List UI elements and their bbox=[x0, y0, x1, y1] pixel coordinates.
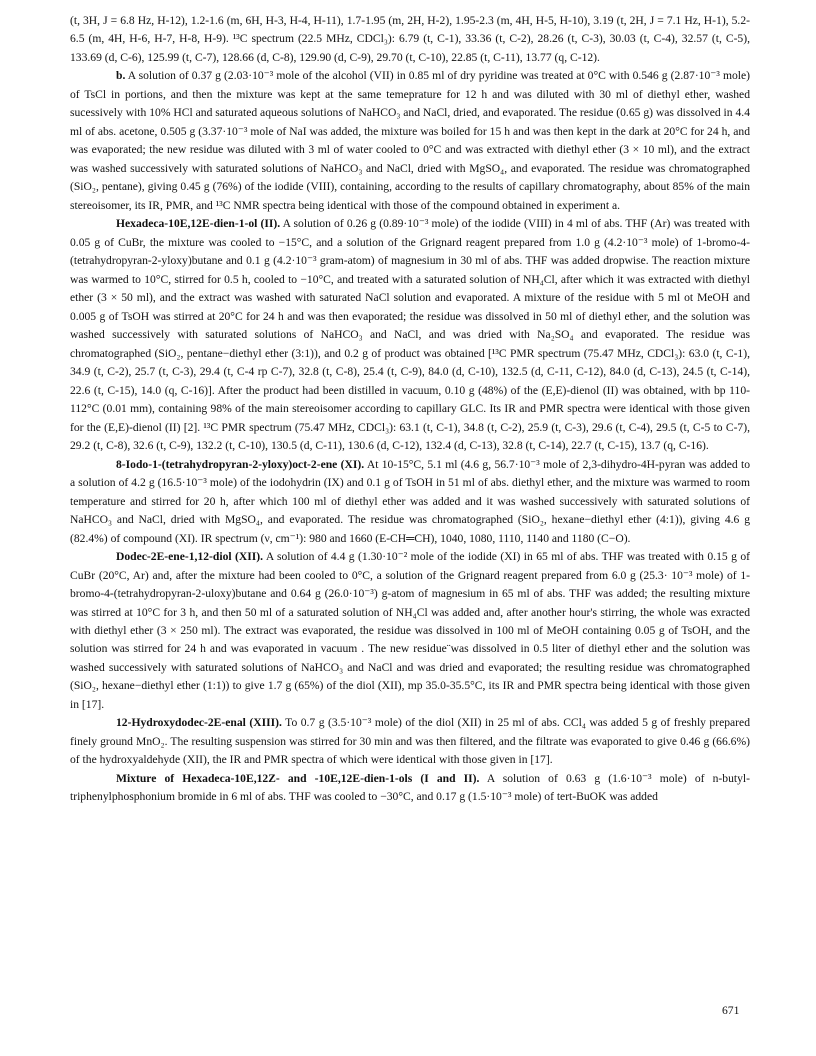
paragraph-body: A solution of 0.37 g (2.03·10⁻³ mole of the alcohol (VII) in 0.85 ml of dry pyridine was treated at 0°C with 0.546 g (2.87·10⁻³ mole) of TsCl in portions, and then the mixture was kept at the same temeprature for 12 h and was diluted with 30 ml of diethyl ether, washed sucessively with 10% HCl and saturated aqueous solutions of NaHCO₃ and NaCl, dried, and evaporated. The residue (0.65 g) was dissolved in 4.4 ml of abs. acetone, 0.505 g (3.37·10⁻³ mole of NaI was added, the mixture was boiled for 15 h and was then kept in the dark at 20°C for 24 h, and was evaporated; the new residue was diluted with 3 ml of water cooled to 0°C and was extracted with diethyl ether (3 × 10 ml), and the extract was washed successively with saturated solutions of NaHCO₃ and NaCl, dried with MgSO₄, and evaporated. The residue was chromatographed (SiO₂, pentane), giving 0.45 g (76%) of the iodide (VIII), containing, according to the results of capillary chromatography, about 85% of the main stereoisomer, its IR, PMR, and ¹³C NMR spectra being identical with those of the compound obtained in experiment a. bbox=[70, 69, 750, 212]
paragraph-experiment-b bbox=[70, 67, 750, 215]
paragraph-iodo-octene bbox=[70, 456, 750, 548]
paragraph-body: A solution of 0.63 g (1.6·10⁻³ mole) of n-butyl-triphenylphosphonium bromide in 6 ml of abs. THF was cooled to −30°C, and 0.17 g (1.5·10⁻³ mole) of tert-BuOK was added bbox=[70, 771, 750, 804]
paragraph-body: At 10-15°C, 5.1 ml (4.6 g, 56.7·10⁻³ mole of 2,3-dihydro-4H-pyran was added to a solution of 4.2 g (16.5·10⁻³ mole) of the iodohydrin (IX) and 0.1 g of TsOH in 51 ml of abs. diethyl ether, and the mixture was warmed to room temperature and stirred for 20 h, after which 100 ml of diethyl ether was added and it was washed successively with saturated solutions of NaHCO₃ and NaCl, dried with MgSO₄, and evaporated. The residue was chromatographed (SiO₂, hexane−diethyl ether (4:1)), giving 4.6 g (82.4%) of compound (XI). IR spectrum (ν, cm⁻¹): 980 and 1660 (E-CH═CH), 1040, 1080, 1110, 1140 and 1180 (C−O). bbox=[70, 457, 750, 545]
paragraph-heading: Dodec-2E-ene-1,12-diol (XII). bbox=[116, 550, 264, 564]
page-body bbox=[70, 12, 750, 807]
paragraph-heading: b. bbox=[116, 69, 126, 83]
paragraph-spectrum-continuation bbox=[70, 12, 750, 67]
paragraph-heading: 12-Hydroxydodec-2E-enal (XIII). bbox=[116, 716, 282, 730]
paragraph-body: To 0.7 g (3.5·10⁻³ mole) of the diol (XII) in 25 ml of abs. CCl₄ was added 5 g of freshly prepared finely ground MnO₂. The resulting suspension was stirred for 30 min and was then filtered, and the filtrate was evaporated to give 0.46 g (66.6%) of the hydroxyaldehyde (XII), the IR and PMR spectra of which were identical with those given in [17]. bbox=[70, 716, 750, 767]
paragraph-body: (t, 3H, J = 6.8 Hz, H-12), 1.2-1.6 (m, 6H, H-3, H-4, H-11), 1.7-1.95 (m, 2H, H-2), 1.95-2.3 (m, 4H, H-5, H-10), 3.19 (t, 2H, J = 7.1 Hz, H-1), 5.2-6.5 (m, 4H, H-6, H-7, H-8, H-9). ¹³C spectrum (22.5 MHz, CDCl₃): 6.79 (t, C-1), 33.36 (t, C-2), 28.26 (t, C-3), 30.03 (t, C-4), 32.57 (t, C-5), 133.69 (d, C-6), 125.99 (t, C-7), 128.66 (d, C-8), 129.90 (d, C-9), 29.70 (t, C-10), 22.85 (t, C-11), 13.77 (q, C-12). bbox=[70, 14, 750, 64]
paragraph-hexadecadienol bbox=[70, 215, 750, 455]
paragraph-body: A solution of 4.4 g (1.30·10⁻² mole of the iodide (XI) in 65 ml of abs. THF was treated with 0.15 g of CuBr (20°C, Ar) and, after the mixture had been cooled to 0°C, a solution of the Grignard reagent prepared from 6.0 g (25.3· 10⁻³ mole) of 1-bromo-4-(tetrahydropyran-2-uloxy)butane and 0.64 g (26.0·10⁻³) g-atom of magnesium in 65 ml of abs. THF was added; the resulting mixture was stirred at 10°C for 3 h, and then 50 ml of a saturated solution of NH₄Cl was added and, after another hour's stirring, the whole was exracted with diethyl ether (3 × 250 ml). The extract was evaporated, the residue was dissolved in 100 ml of MeOH containing 0.05 g of TsOH, and the solution was stirred for 24 h and was evaporated in vacuum . The new residue¨was dissolved in 0.5 liter of diethyl ether and the solution was washed successively with saturated solutions of NaHCO₃ and NaCl and was dried and evaporated; the resulting residue was chromatographed (SiO₂, hexane−diethyl ether (1:1)) to give 1.7 g (65%) of the diol (XII), mp 35.0-35.5°C, its IR and PMR spectra being identical with those given in [17]. bbox=[70, 550, 750, 711]
paragraph-hydroxydodecenal bbox=[70, 714, 750, 769]
paragraph-dienol-mixture bbox=[70, 770, 750, 807]
paragraph-heading: Hexadeca-10E,12E-dien-1-ol (II). bbox=[116, 217, 281, 231]
paragraph-heading: Mixture of Hexadeca-10E,12Z- and -10E,12E-dien-1-ols (I and II). bbox=[116, 771, 480, 785]
page-number: 671 bbox=[722, 1004, 740, 1017]
paragraph-heading: 8-Iodo-1-(tetrahydropyran-2-yloxy)oct-2-ene (XI). bbox=[116, 457, 365, 471]
paragraph-dodecenediol bbox=[70, 548, 750, 714]
paragraph-body: A solution of 0.26 g (0.89·10⁻³ mole) of the iodide (VIII) in 4 ml of abs. THF (Ar) was treated with 0.05 g of CuBr, the mixture was cooled to −15°C, and a solution of the Grignard reagent prepared from 1.0 g (4.2·10⁻³ mole) of 1-bromo-4-(tetrahydropyran-2-yloxy)butane and 0.1 g (4.2·10⁻³ gram-atom) of magnesium in 30 ml of abs. THF was added dropwise. The reaction mixture was warmed to 10°C, stirred for 0.5 h, cooled to −10°C, and treated with a saturated solution of NH₄Cl, after which it was extracted with diethyl ether (3 × 50 ml), and the extract was washed with saturated NaCl solution and evaporated. A mixture of the residue with 5 ml ot MeOH and 0.005 g of TsOH was stirred at 20°C for 24 h and was then evaporated; the residue was dissolved in 50 ml of diethyl ether, and the solution was washed successively with saturated solutions of NaHCO₃ and NaCl, and was dried with Na₂SO₄ and evaporated. The residue was chromatographed (SiO₂, pentane−diethyl ether (3:1)), and 0.2 g of product was obtained [¹³C PMR spectrum (75.47 MHz, CDCl₃): 63.0 (t, C-1), 34.9 (t, C-2), 25.7 (t, C-3), 29.4 (t, C-4 rp C-7), 32.8 (t, C-8), 25.4 (t, C-9), 84.0 (d, C-10), 132.5 (d, C-11, C-12), 84.0 (d, C-13), 24.5 (t, C-14), 22.6 (t, C-15), 14.0 (q, C-16)]. After the product had been distilled in vacuum, 0.10 g (48%) of the (E,E)-dienol (II) was obtained, with bp 110-112°C (0.01 mm), containing 98% of the main stereoisomer according to capillary GLC. Its IR and PMR spectra were identical with those given for the (E,E)-dienol (II) [2]. ¹³C PMR spectrum (75.47 MHz, CDCl₃): 63.1 (t, C-1), 34.8 (t, C-2), 25.9 (t, C-3), 29.6 (t, C-4), 29.5 (t, C-5 to C-7), 29.2 (t, C-8), 32.6 (t, C-9), 132.2 (t, C-10), 130.5 (d, C-11), 130.6 (d, C-12), 132.4 (d, C-13), 32.8 (t, C-14), 22.7 (t, C-15), 13.7 (q, C-16). bbox=[70, 217, 750, 453]
